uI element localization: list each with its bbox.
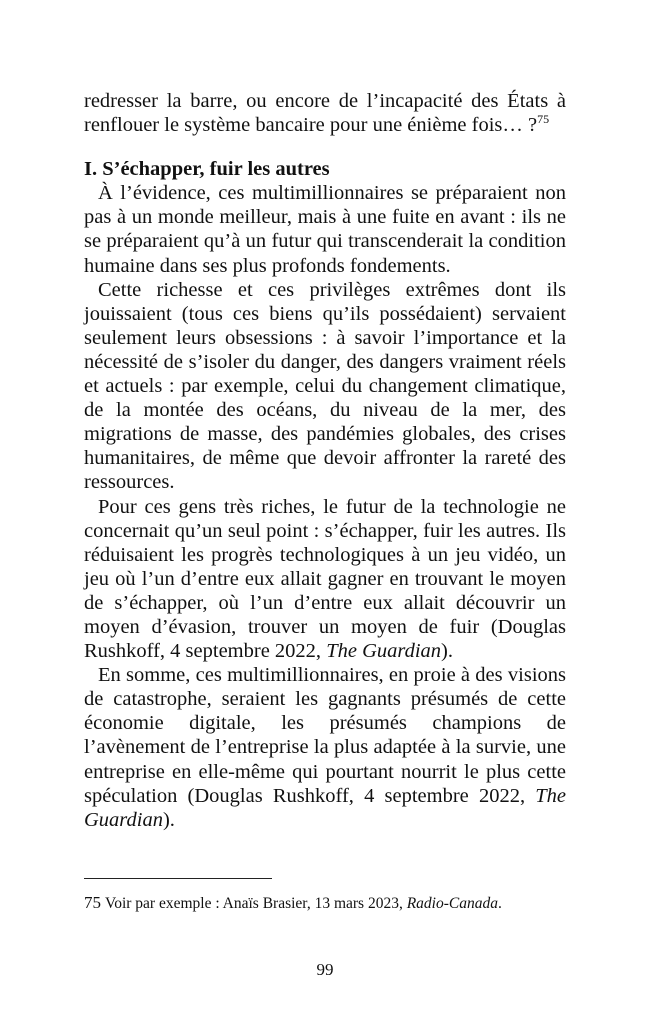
page-number: 99	[316, 960, 334, 979]
paragraph-2: Cette richesse et ces privilèges extrêmes dont ils jouissaient (tous ces biens qu’ils possédaient) servaient seulement leurs obsessions : à savoir l’importance et la nécessité de s’isoler du danger, des dangers vraiment réels et actuels : par exemple, celui du changement climatique, de la montée des océans, du niveau de la mer, des migrations de masse, des pandémies globales, des crises humanitaires, de même que devoir affronter la rareté des ressources.	[84, 278, 566, 494]
paragraph-4-source: The Guardian	[84, 784, 566, 831]
paragraph-4	[84, 663, 566, 832]
opening-paragraph	[84, 89, 566, 137]
main-text	[84, 89, 566, 832]
paragraph-3-source: The Guardian	[326, 640, 442, 663]
paragraph-3	[84, 495, 566, 664]
paragraph-1: À l’évidence, ces multimillionnaires se préparaient non pas à un monde meilleur, mais à une fuite en avant : ils ne se préparaient qu’à un futur qui transcenderait la condition humaine dans ses plus profonds fondements.	[84, 182, 566, 277]
paragraph-4-end: ).	[162, 808, 175, 831]
footnote-text: Voir par exemple : Anaïs Brasier, 13 mars 2023,	[105, 895, 407, 912]
footnote-divider	[84, 878, 272, 879]
paragraph-3-end: ).	[441, 640, 453, 663]
section-heading: I. S’échapper, fuir les autres	[84, 158, 330, 181]
footnote	[84, 893, 566, 914]
footnote-reference: 75	[537, 112, 550, 127]
paragraph-4-text: En somme, ces multimillionnaires, en proie à des visions de catastrophe, seraient les gagnants présumés de cette économie digitale, les présumés champions de l’avènement de l’entreprise la plus adaptée à la survie, une entreprise en elle-même qui pourtant nourrit le plus cette spéculation (Douglas Rushkoff, 4 septembre 2022,	[84, 664, 566, 807]
opening-text: redresser la barre, ou encore de l’incapacité des États à renflouer le système bancaire pour une énième fois… ?	[84, 90, 566, 137]
footnote-source: Radio-Canada	[406, 895, 498, 912]
footnote-number: 75	[84, 893, 101, 912]
paragraph-3-text: Pour ces gens très riches, le futur de la technologie ne concernait qu’un seul point : s’échapper, fuir les autres. Ils réduisaient les progrès technologiques à un jeu vidéo, un jeu où l’un d’entre eux allait gagner en trouvant le moyen de s’échapper, où l’un d’entre eux allait découvrir un moyen d’évasion, trouver un moyen de fuir (Douglas Rushkoff, 4 septembre 2022,	[84, 495, 566, 663]
footnote-end: .	[498, 895, 502, 912]
